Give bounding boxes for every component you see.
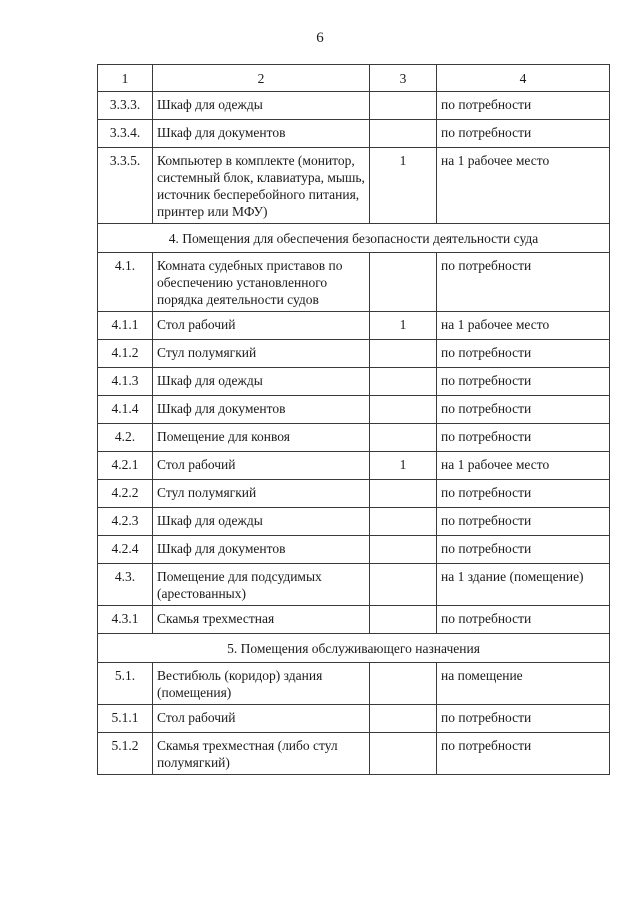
page-number: 6 xyxy=(316,30,324,46)
table-header-row xyxy=(98,65,610,92)
section-title: 5. Помещения обслуживающего назначения xyxy=(98,634,610,663)
item-number-cell: 5.1.1 xyxy=(98,705,153,733)
equipment-norms-table xyxy=(97,64,610,775)
item-description-cell: Скамья трехместная xyxy=(153,606,370,634)
item-norm-cell: по потребности xyxy=(437,508,610,536)
item-description-cell: Шкаф для одежды xyxy=(153,92,370,120)
item-quantity-cell xyxy=(370,733,437,775)
item-number-cell: 4.1.3 xyxy=(98,368,153,396)
header-cell-4: 4 xyxy=(437,65,610,92)
item-description-cell: Помещение для конвоя xyxy=(153,424,370,452)
item-norm-cell: на 1 рабочее место xyxy=(437,148,610,224)
table-row xyxy=(98,480,610,508)
item-norm-cell: по потребности xyxy=(437,92,610,120)
item-norm-cell: на 1 здание (помещение) xyxy=(437,564,610,606)
item-quantity-cell: 1 xyxy=(370,312,437,340)
item-quantity-cell xyxy=(370,424,437,452)
table-row xyxy=(98,564,610,606)
item-norm-cell: по потребности xyxy=(437,606,610,634)
header-cell-3: 3 xyxy=(370,65,437,92)
table-row xyxy=(98,663,610,705)
item-description-cell: Стул полумягкий xyxy=(153,340,370,368)
item-description-cell: Вестибюль (коридор) здания (помещения) xyxy=(153,663,370,705)
item-description-cell: Шкаф для документов xyxy=(153,536,370,564)
item-description-cell: Компьютер в комплекте (монитор, системный блок, клавиатура, мышь, источник бесперебойного питания, принтер или МФУ) xyxy=(153,148,370,224)
item-quantity-cell xyxy=(370,663,437,705)
item-number-cell: 4.2.2 xyxy=(98,480,153,508)
item-norm-cell: по потребности xyxy=(437,253,610,312)
item-quantity-cell xyxy=(370,508,437,536)
item-description-cell: Стол рабочий xyxy=(153,452,370,480)
table-row xyxy=(98,508,610,536)
item-quantity-cell xyxy=(370,564,437,606)
item-quantity-cell: 1 xyxy=(370,148,437,224)
item-description-cell: Помещение для подсудимых (арестованных) xyxy=(153,564,370,606)
table-row xyxy=(98,312,610,340)
item-norm-cell: на помещение xyxy=(437,663,610,705)
table-body xyxy=(98,65,610,775)
section-heading-row xyxy=(98,224,610,253)
table-row xyxy=(98,120,610,148)
table-row xyxy=(98,340,610,368)
table-row xyxy=(98,396,610,424)
item-norm-cell: по потребности xyxy=(437,705,610,733)
item-description-cell: Стол рабочий xyxy=(153,312,370,340)
item-number-cell: 4.2.4 xyxy=(98,536,153,564)
table-row xyxy=(98,253,610,312)
item-description-cell: Шкаф для документов xyxy=(153,120,370,148)
item-number-cell: 3.3.5. xyxy=(98,148,153,224)
item-norm-cell: по потребности xyxy=(437,480,610,508)
item-quantity-cell: 1 xyxy=(370,452,437,480)
item-number-cell: 4.3. xyxy=(98,564,153,606)
item-norm-cell: по потребности xyxy=(437,340,610,368)
item-description-cell: Шкаф для одежды xyxy=(153,508,370,536)
item-description-cell: Шкаф для одежды xyxy=(153,368,370,396)
item-quantity-cell xyxy=(370,368,437,396)
item-norm-cell: по потребности xyxy=(437,120,610,148)
item-norm-cell: на 1 рабочее место xyxy=(437,452,610,480)
item-norm-cell: по потребности xyxy=(437,536,610,564)
item-description-cell: Комната судебных приставов по обеспечению установленного порядка деятельности судов xyxy=(153,253,370,312)
item-description-cell: Стул полумягкий xyxy=(153,480,370,508)
item-number-cell: 4.1. xyxy=(98,253,153,312)
item-quantity-cell xyxy=(370,606,437,634)
section-heading-row xyxy=(98,634,610,663)
table-row xyxy=(98,92,610,120)
table-row xyxy=(98,368,610,396)
item-quantity-cell xyxy=(370,396,437,424)
header-cell-1: 1 xyxy=(98,65,153,92)
item-quantity-cell xyxy=(370,253,437,312)
item-description-cell: Скамья трехместная (либо стул полумягкий) xyxy=(153,733,370,775)
item-number-cell: 4.1.1 xyxy=(98,312,153,340)
item-number-cell: 4.3.1 xyxy=(98,606,153,634)
item-quantity-cell xyxy=(370,705,437,733)
table-row xyxy=(98,424,610,452)
item-number-cell: 3.3.4. xyxy=(98,120,153,148)
table-row xyxy=(98,733,610,775)
item-number-cell: 4.1.2 xyxy=(98,340,153,368)
item-description-cell: Стол рабочий xyxy=(153,705,370,733)
item-number-cell: 5.1.2 xyxy=(98,733,153,775)
item-description-cell: Шкаф для документов xyxy=(153,396,370,424)
item-number-cell: 4.1.4 xyxy=(98,396,153,424)
table-row xyxy=(98,606,610,634)
item-number-cell: 5.1. xyxy=(98,663,153,705)
item-norm-cell: по потребности xyxy=(437,368,610,396)
item-quantity-cell xyxy=(370,92,437,120)
table-row xyxy=(98,536,610,564)
table-row xyxy=(98,452,610,480)
table-row xyxy=(98,148,610,224)
section-title: 4. Помещения для обеспечения безопасности деятельности суда xyxy=(98,224,610,253)
item-quantity-cell xyxy=(370,536,437,564)
table-row xyxy=(98,705,610,733)
item-number-cell: 4.2.3 xyxy=(98,508,153,536)
item-quantity-cell xyxy=(370,120,437,148)
item-quantity-cell xyxy=(370,340,437,368)
item-norm-cell: по потребности xyxy=(437,396,610,424)
item-norm-cell: на 1 рабочее место xyxy=(437,312,610,340)
item-norm-cell: по потребности xyxy=(437,733,610,775)
item-number-cell: 4.2.1 xyxy=(98,452,153,480)
item-quantity-cell xyxy=(370,480,437,508)
item-number-cell: 4.2. xyxy=(98,424,153,452)
header-cell-2: 2 xyxy=(153,65,370,92)
item-norm-cell: по потребности xyxy=(437,424,610,452)
item-number-cell: 3.3.3. xyxy=(98,92,153,120)
